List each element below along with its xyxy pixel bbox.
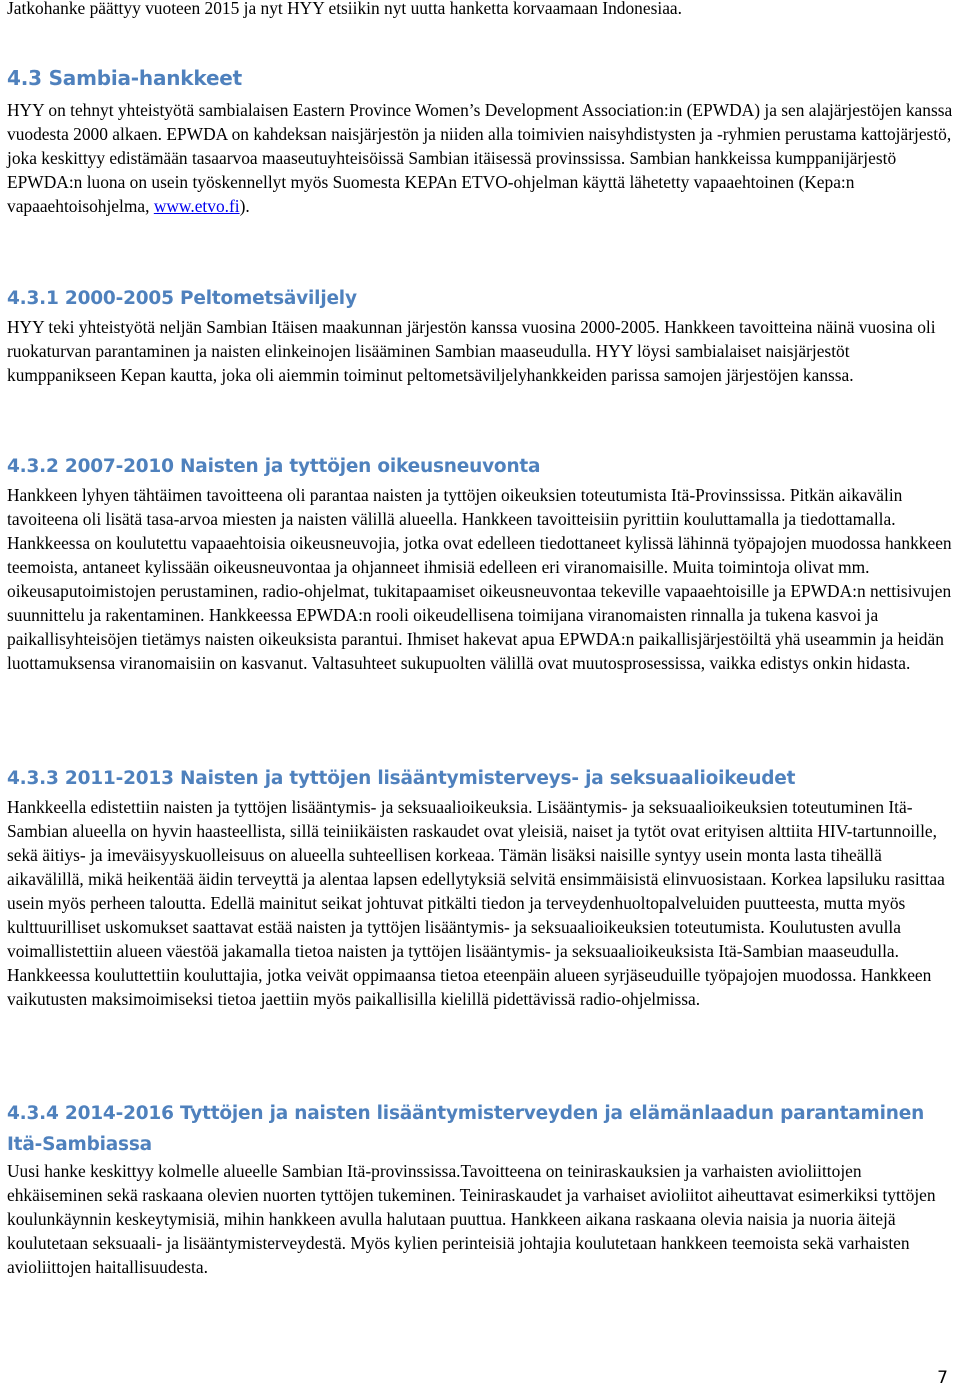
section-4-3-2-body: Hankkeen lyhyen tähtäimen tavoitteena oli parantaa naisten ja tyttöjen oikeuksien toteutumista Itä-Provinssissa. Pitkän aikavälin tavoiteena oli lisätä tasa-arvoa miesten ja naisten välillä alueella. Hankkeen tavoitteisiin pyrittiin kouluttamalla ja tiedottamalla. Hankkeessa on koulutettu vapaaehtoisia oikeusneuvojia, jotka ovat edelleen tiedottaneet kylissä lähinnä työpajojen muodossa hankkeen teemoista, antaneet kylissään oikeusneuvontaa ja ohjanneet ihmisiä edelleen eri viranomaisille. Muita toimintoja olivat mm. oikeusaputoimistojen perustaminen, radio-ohjelmat, tukitapaamiset oikeusneuvontaa tekeville vapaaehtoisille ja EPWDA:n nettisivujen suunnittelu ja rakentaminen. Hankkeessa EPWDA:n rooli oikeudellisena toimijana viranomaisten rinnalla ja tukena kasvoi ja paikallisyhteisöjen tietämys naisten oikeuksista parantui. Ihmiset hakevat apua EPWDA:n paikallisjärjestöiltä yhä useammin ja heidän luottamuksensa viranomaisiin on kasvanut. Valtasuhteet sukupuolten välillä ovat muutosprosessissa, vaikka edistys onkin hidasta. xyxy=(7,485,952,673)
section-heading-4-3: 4.3 Sambia-hankkeet xyxy=(7,66,243,90)
section-heading-4-3-4: 4.3.4 2014-2016 Tyttöjen ja naisten lisääntymisterveyden ja elämänlaadun parantaminen Itä-Sambiassa xyxy=(7,1103,925,1155)
section-4-3-3-body: Hankkeella edistettiin naisten ja tyttöjen lisääntymis- ja seksuaalioikeuksia. Lisääntymis- ja seksuaalioikeuksien toteutuminen Itä-Sambian alueella on hyvin haasteellista, sillä teiniikäisten raskaudet ovat yleisiä, naiset ja tytöt ovat erityisen alttiita HIV-tartunnoille, sekä äitiys- ja imeväisyyskuolleisuus on alueella suhteellisen korkeaa. Tämän lisäksi naisille syntyy usein monta lasta tiheällä aikavälillä, mikä heikentää äidin terveyttä ja alentaa lapsen edellytyksiä selvitä ensimmäisistä elinvuosistaan. Korkea lapsiluku rasittaa usein myös perheen taloutta. Edellä mainitut seikat johtuvat pitkälti tiedon ja terveydenhuoltopalveluiden puutteesta, mutta myös kulttuurilliset uskomukset saattavat estää naisten ja tyttöjen lisääntymis- ja seksuaalioikeuksien toteutumista. Koulutusten avulla voimallistettiin alueen väestöä jakamalla tietoa naisten ja tyttöjen lisääntymis- ja seksuaalioikeuksista Itä-Sambian maaseudulla. Hankkeessa kouluttettiin kouluttajia, jotka veivät oppimaansa tietoa eteenpäin alueen syrjäseuduille työpajojen muodossa. Hankkeen vaikutusten maksimoimiseksi tietoa jaettiin myös paikallisilla kielillä pidettävissä radio-ohjelmissa. xyxy=(7,797,945,1009)
section-4-3-text: HYY on tehnyt yhteistyötä sambialaisen Eastern Province Women’s Development Association:in (EPWDA) ja sen alajärjestöjen kanssa vuodesta 2000 alkaen. EPWDA on kahdeksan naisjärjestön ja niiden alla toimivien naisyhdistysten ja -ryhmien perustama kattojärjestö, joka keskittyy edistämään tasaarvoa maaseutuyhteisöissä Sambian itäisessä provinssissa. Sambian hankkeissa kumppanijärjestö EPWDA:n luona on usein työskennellyt myös Suomesta KEPAn ETVO-ohjelman käyttä lähetetty vapaaehtoinen (Kepa:n vapaaehtoisohjelma, xyxy=(7,100,953,216)
section-4-3-text-end: ). xyxy=(239,196,250,216)
section-4-3-body xyxy=(7,98,955,218)
section-4-3-4-body: Uusi hanke keskittyy kolmelle alueelle Sambian Itä-provinssissa.Tavoitteena on teiniraskauksien ja varhaisten avioliittojen ehkäiseminen sekä raskaana olevien nuorten tyttöjen tukeminen. Teiniraskaudet ja varhaiset avioliitot aiheuttavat esimerkiksi tyttöjen koulunkäynnin keskeytymisiä, mihin hankkeen avulla halutaan puuttua. Hankkeen aikana raskaana olevia naisia ja nuoria äitejä koulutetaan seksuaali- ja lisääntymisterveydestä. Myös kylien perinteisiä johtajia koulutetaan hankkeen teemoista sekä varhaisten avioliittojen haitallisuudesta. xyxy=(7,1161,936,1277)
section-4-3-1-body: HYY teki yhteistyötä neljän Sambian Itäisen maakunnan järjestön kanssa vuosina 2000-2005. Hankkeen tavoitteina näinä vuosina oli ruokaturvan parantaminen ja naisten elinkeinojen lisääminen Sambian maaseudulla. HYY löysi sambialaiset naisjärjestöt kumppanikseen Kepan kautta, joka oli aiemmin toiminut peltometsäviljelyhankkeiden parissa samojen järjestöjen kanssa. xyxy=(7,317,936,385)
etvo-link[interactable]: www.etvo.fi xyxy=(153,196,240,216)
section-heading-4-3-3: 4.3.3 2011-2013 Naisten ja tyttöjen lisääntymisterveys- ja seksuaalioikeudet xyxy=(7,768,796,789)
section-heading-4-3-1: 4.3.1 2000-2005 Peltometsäviljely xyxy=(7,288,357,309)
section-heading-4-3-2: 4.3.2 2007-2010 Naisten ja tyttöjen oikeusneuvonta xyxy=(7,456,541,477)
intro-paragraph: Jatkohanke päättyy vuoteen 2015 ja nyt HYY etsiikin nyt uutta hanketta korvaamaan Indonesiaa. xyxy=(7,0,682,18)
page-number: 7 xyxy=(937,1368,948,1388)
